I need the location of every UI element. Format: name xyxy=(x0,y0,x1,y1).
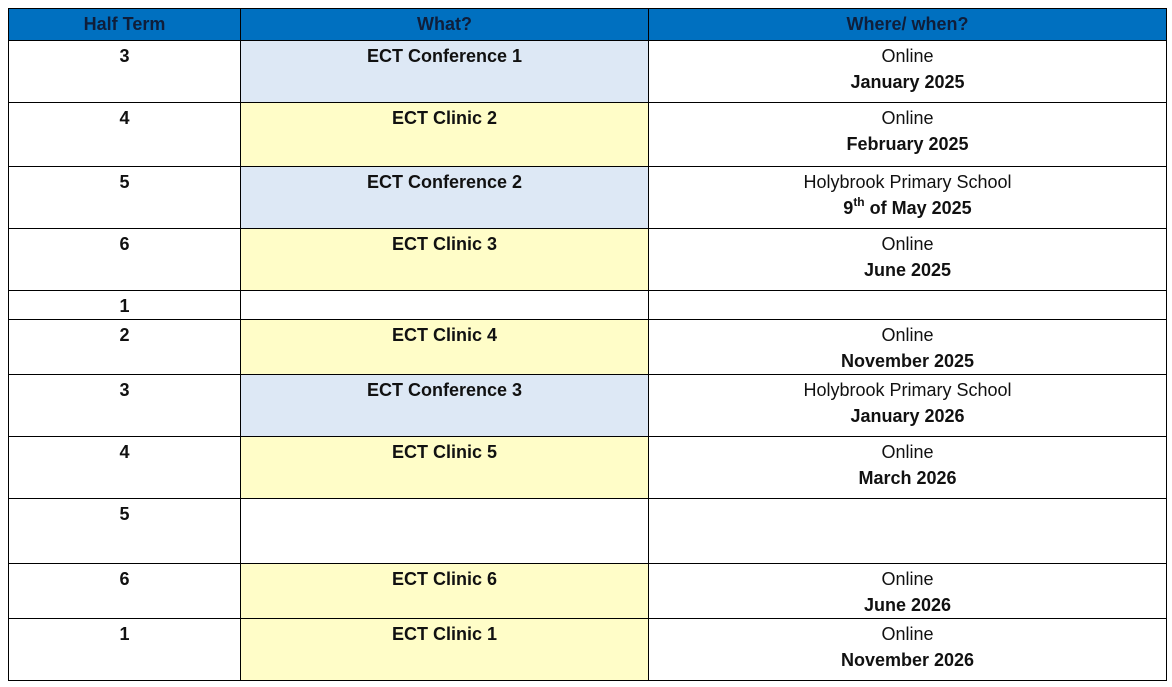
half-term-cell: 5 xyxy=(9,167,241,229)
where-when-cell xyxy=(649,103,1167,167)
event-date: November 2026 xyxy=(840,650,975,670)
half-term-cell: 4 xyxy=(9,103,241,167)
event-cell: ECT Clinic 1 xyxy=(241,619,649,681)
header-row xyxy=(9,9,1167,41)
event-cell: ECT Clinic 5 xyxy=(241,437,649,499)
where-when-cell xyxy=(649,320,1167,375)
event-place: Online xyxy=(881,108,934,128)
table-row xyxy=(9,499,1167,564)
where-when-cell xyxy=(649,619,1167,681)
event-date: November 2025 xyxy=(840,351,975,371)
event-place: Online xyxy=(881,234,934,254)
table-row xyxy=(9,229,1167,291)
half-term-cell: 1 xyxy=(9,619,241,681)
where-when-cell xyxy=(649,499,1167,564)
table-row xyxy=(9,564,1167,619)
event-place: Online xyxy=(881,442,934,462)
event-cell: ECT Clinic 6 xyxy=(241,564,649,619)
table-row xyxy=(9,619,1167,681)
table-row xyxy=(9,437,1167,499)
event-cell: ECT Clinic 4 xyxy=(241,320,649,375)
half-term-cell: 6 xyxy=(9,564,241,619)
event-date: January 2025 xyxy=(850,72,965,92)
event-cell xyxy=(241,499,649,564)
event-place: Holybrook Primary School xyxy=(803,172,1012,192)
schedule-table xyxy=(8,8,1167,681)
where-when-cell xyxy=(649,437,1167,499)
event-place xyxy=(649,291,1166,293)
half-term-cell: 1 xyxy=(9,291,241,320)
event-place: Online xyxy=(881,325,934,345)
header-where-when: Where/ when? xyxy=(649,9,1167,41)
event-cell: ECT Conference 1 xyxy=(241,41,649,103)
half-term-cell: 5 xyxy=(9,499,241,564)
event-cell: ECT Clinic 3 xyxy=(241,229,649,291)
event-date: June 2026 xyxy=(863,595,952,615)
event-cell xyxy=(241,291,649,320)
event-cell: ECT Clinic 2 xyxy=(241,103,649,167)
table-row xyxy=(9,320,1167,375)
half-term-cell: 4 xyxy=(9,437,241,499)
event-date: 9th of May 2025 xyxy=(843,195,972,218)
where-when-cell xyxy=(649,229,1167,291)
where-when-cell xyxy=(649,291,1167,320)
half-term-cell: 3 xyxy=(9,41,241,103)
where-when-cell xyxy=(649,564,1167,619)
table-row xyxy=(9,167,1167,229)
event-place: Online xyxy=(881,569,934,589)
where-when-cell xyxy=(649,41,1167,103)
half-term-cell: 6 xyxy=(9,229,241,291)
event-place xyxy=(649,499,1166,501)
event-date: March 2026 xyxy=(858,468,957,488)
event-cell: ECT Conference 3 xyxy=(241,375,649,437)
date-ordinal-suffix: th xyxy=(853,195,865,209)
table-row xyxy=(9,291,1167,320)
header-half-term: Half Term xyxy=(9,9,241,41)
event-cell: ECT Conference 2 xyxy=(241,167,649,229)
event-place: Holybrook Primary School xyxy=(803,380,1012,400)
table-row xyxy=(9,103,1167,167)
where-when-cell xyxy=(649,167,1167,229)
half-term-cell: 2 xyxy=(9,320,241,375)
event-place: Online xyxy=(881,46,934,66)
where-when-cell xyxy=(649,375,1167,437)
table-row xyxy=(9,375,1167,437)
table-row xyxy=(9,41,1167,103)
event-date: June 2025 xyxy=(863,260,952,280)
event-date: January 2026 xyxy=(850,406,965,426)
header-what: What? xyxy=(241,9,649,41)
event-date: February 2025 xyxy=(846,134,969,154)
half-term-cell: 3 xyxy=(9,375,241,437)
event-place: Online xyxy=(881,624,934,644)
